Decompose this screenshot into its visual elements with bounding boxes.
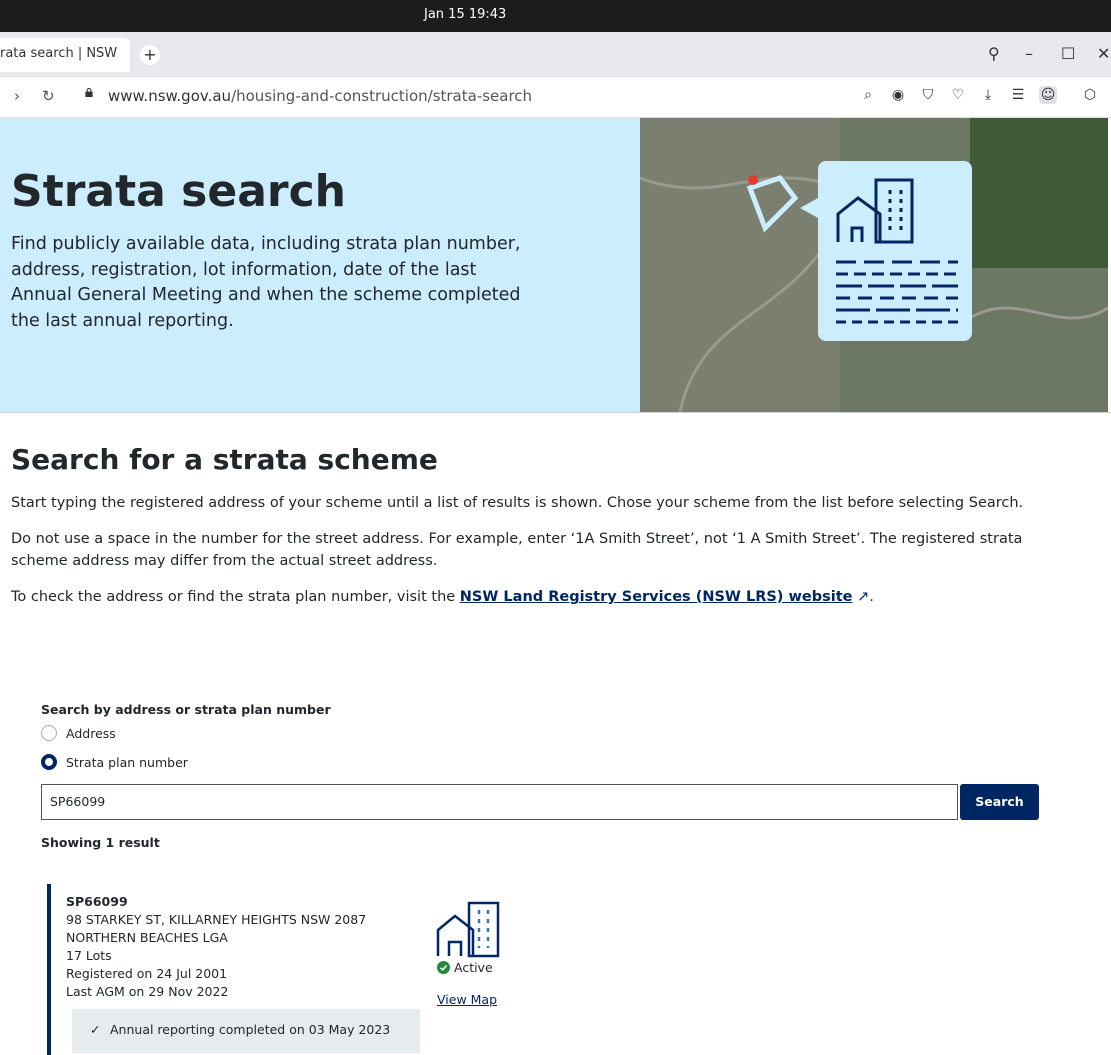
clock[interactable]: Jan 15 19:43 — [424, 7, 507, 22]
result-lga: NORTHERN BEACHES LGA — [66, 930, 228, 945]
external-link-icon[interactable]: ↗ — [857, 589, 870, 605]
radio-address-label[interactable]: Address — [66, 726, 116, 741]
tab-title: rata search | NSW — [0, 46, 118, 61]
lrs-link[interactable]: NSW Land Registry Services (NSW LRS) website — [459, 589, 853, 605]
divider — [0, 412, 1111, 413]
check-icon: ✓ — [90, 1022, 101, 1037]
address-format-paragraph: Do not use a space in the number for the street address. For example, enter ‘1A Smith Street’, not ‘1 A Smith Street’. The registered strata scheme address may differ from the actual street address. — [11, 531, 1023, 569]
lock-icon — [84, 88, 94, 97]
radio-address[interactable] — [41, 725, 57, 741]
reporting-status-text: Annual reporting completed on 03 May 2023 — [110, 1022, 391, 1037]
results-summary: Showing 1 result — [41, 835, 160, 850]
strata-building-icon — [435, 900, 501, 958]
search-button[interactable]: Search — [960, 784, 1039, 820]
result-lots: 17 Lots — [66, 948, 112, 963]
hero-map-image — [640, 118, 1108, 412]
url-path: /housing-and-construction/strata-search — [231, 87, 533, 105]
status-badge: Active — [437, 960, 493, 975]
section-heading: Search for a strata scheme — [11, 443, 438, 476]
download-icon[interactable]: ⤓ — [984, 87, 992, 103]
maximize-icon[interactable]: ☐ — [1061, 44, 1076, 63]
result-last-agm: Last AGM on 29 Nov 2022 — [66, 984, 229, 999]
address-bar — [0, 77, 1111, 118]
search-input[interactable]: SP66099 — [41, 784, 958, 820]
system-bar — [0, 0, 1111, 32]
active-check-icon — [437, 961, 450, 974]
result-address: 98 STARKEY ST, KILLARNEY HEIGHTS NSW 2087 — [66, 912, 367, 927]
url-host: www.nsw.gov.au — [108, 87, 232, 105]
tab-search-icon[interactable]: ⚲ — [988, 44, 1000, 63]
tab-strip — [0, 32, 1111, 77]
search-type-label: Search by address or strata plan number — [41, 702, 331, 717]
result-plan-number: SP66099 — [66, 894, 128, 909]
view-map-link[interactable]: View Map — [437, 992, 498, 1007]
zoom-icon[interactable]: ⌕ — [864, 87, 872, 103]
result-registered: Registered on 24 Jul 2001 — [66, 966, 228, 981]
instructions-paragraph: Start typing the registered address of your scheme until a list of results is shown. Chose your scheme from the list before selecting Search. — [11, 495, 1024, 511]
map-pin-icon — [748, 175, 758, 185]
browser-tab[interactable] — [0, 38, 130, 72]
lrs-suffix: . — [869, 589, 874, 605]
url-field[interactable] — [108, 87, 532, 105]
radio-strata-plan-label[interactable]: Strata plan number — [66, 755, 188, 770]
minimize-icon[interactable]: – — [1025, 44, 1033, 63]
settings-sliders-icon[interactable]: ☰ — [1011, 87, 1025, 103]
result-accent-bar — [47, 884, 51, 1055]
new-tab-button[interactable]: + — [140, 45, 160, 65]
heart-icon[interactable]: ♡ — [951, 87, 965, 103]
extension-icon[interactable]: ⬡ — [1083, 87, 1097, 103]
lrs-prefix: To check the address or find the strata plan number, visit the — [11, 589, 460, 605]
reporting-status-box — [72, 1009, 420, 1053]
forward-icon[interactable]: › — [14, 87, 20, 105]
hero-description: Find publicly available data, including strata plan number, address, registration, lot information, date of the last Annual General Meeting and when the scheme completed the last annual reporting. — [11, 234, 521, 331]
shield-icon[interactable]: ⛉ — [922, 87, 934, 103]
radio-strata-plan[interactable] — [41, 754, 57, 770]
lrs-paragraph — [11, 586, 1081, 608]
page-title: Strata search — [11, 166, 346, 217]
hero-banner — [0, 118, 640, 412]
reload-icon[interactable]: ↻ — [42, 87, 55, 105]
satellite-map-illustration — [640, 118, 1108, 412]
profile-icon[interactable]: ☺ — [1040, 87, 1056, 103]
close-icon[interactable]: ✕ — [1097, 44, 1111, 63]
camera-icon[interactable]: ◉ — [891, 87, 905, 103]
